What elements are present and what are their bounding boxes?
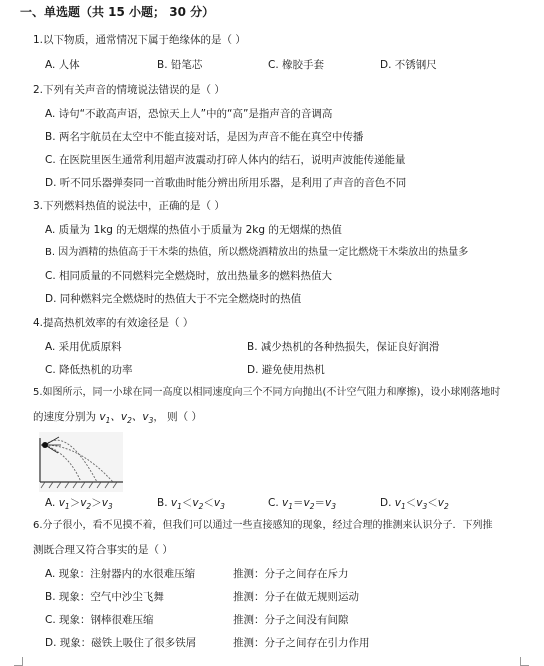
- question-5-stem-suffix: ， 则（ ）: [153, 411, 203, 423]
- option-d-phenomenon: D. 现象：磁铁上吸住了很多铁屑: [45, 637, 197, 649]
- question-2-stem: 2.下列有关声音的情境说法错误的是（ ）: [33, 84, 225, 96]
- page-corner-mark-left: [14, 657, 23, 666]
- option-b-inference: 推测：分子在做无规则运动: [233, 591, 359, 603]
- question-3-option-b[interactable]: B. 因为酒精的热值高于干木柴的热值，所以燃烧酒精放出的热量一定比燃烧干木柴放出的热量多: [45, 247, 469, 258]
- question-5-stem-line2: [33, 410, 202, 428]
- option-c-phenomenon: C. 现象：钢棒很难压缩: [45, 614, 154, 626]
- projectile-figure: [39, 432, 123, 492]
- question-5-option-c[interactable]: C. $v_1=v_2=v_3$: [268, 497, 337, 512]
- question-5-option-a[interactable]: A. $v_1>v_2>v_3$: [45, 497, 113, 512]
- question-5-option-d[interactable]: D. $v_1<v_3<v_2$: [380, 497, 449, 512]
- question-3-option-c[interactable]: C. 相同质量的不同燃料完全燃烧时，放出热量多的燃料热值大: [45, 270, 333, 282]
- option-a-inference: 推测：分子之间存在斥力: [233, 568, 349, 580]
- option-b-phenomenon: B. 现象：空气中沙尘飞舞: [45, 591, 164, 603]
- question-2-option-b[interactable]: B. 两名宇航员在太空中不能直接对话，是因为声音不能在真空中传播: [45, 131, 364, 143]
- question-4-option-a[interactable]: A. 采用优质原料: [45, 341, 122, 353]
- question-4-option-c[interactable]: C. 降低热机的功率: [45, 364, 133, 376]
- question-3-option-a[interactable]: A. 质量为 1kg 的无烟煤的热值小于质量为 2kg 的无烟煤的热值: [45, 224, 342, 236]
- page-corner-mark-right: [520, 657, 529, 666]
- question-6-stem-line2: 测既合理又符合事实的是（ ）: [33, 544, 173, 556]
- question-4-option-d[interactable]: D. 避免使用热机: [247, 364, 325, 376]
- question-6-stem-line1: 6.分子很小，看不见摸不着，但我们可以通过一些直接感知的现象，经过合理的推测来认识分子．下列推: [33, 520, 493, 531]
- question-1-option-b[interactable]: B. 铅笔芯: [157, 59, 203, 71]
- question-2-option-d[interactable]: D. 听不同乐器弹奏同一首歌曲时能分辨出所用乐器，是利用了声音的音色不同: [45, 177, 407, 189]
- section-title: 一、单选题（共 15 小题； 30 分）: [20, 5, 215, 19]
- question-1-option-c[interactable]: C. 橡胶手套: [268, 59, 325, 71]
- question-4-stem: 4.提高热机效率的有效途径是（ ）: [33, 317, 194, 329]
- question-5-stem-line1: 5.如图所示，同一小球在同一高度以相同速度向三个不同方向抛出(不计空气阻力和摩擦)，设小球刚落地时: [33, 387, 501, 398]
- option-a-phenomenon: A. 现象：注射器内的水很难压缩: [45, 568, 196, 580]
- question-3-option-d[interactable]: D. 同种燃料完全燃烧时的热值大于不完全燃烧时的热值: [45, 293, 302, 305]
- question-1-option-d[interactable]: D. 不锈钢尺: [380, 59, 437, 71]
- question-3-stem: 3.下列燃料热值的说法中，正确的是（ ）: [33, 200, 225, 212]
- velocity-list: $v_1$、$v_2$、$v_3$: [99, 411, 154, 426]
- question-2-option-a[interactable]: A. 诗句“不敢高声语，恐惊天上人”中的“高”是指声音的音调高: [45, 108, 333, 120]
- question-5-option-b[interactable]: B. $v_1<v_2<v_3$: [157, 497, 225, 512]
- question-5-stem-prefix: 的速度分别为: [33, 411, 100, 423]
- question-2-option-c[interactable]: C. 在医院里医生通常利用超声波震动打碎人体内的结石，说明声波能传递能量: [45, 154, 406, 166]
- question-1-stem: 1.以下物质，通常情况下属于绝缘体的是（ ）: [33, 34, 246, 46]
- option-c-inference: 推测：分子之间没有间隙: [233, 614, 349, 626]
- question-1-option-a[interactable]: A. 人体: [45, 59, 80, 71]
- question-4-option-b[interactable]: B. 减少热机的各种热损失，保证良好润滑: [247, 341, 440, 353]
- option-d-inference: 推测：分子之间存在引力作用: [233, 637, 370, 649]
